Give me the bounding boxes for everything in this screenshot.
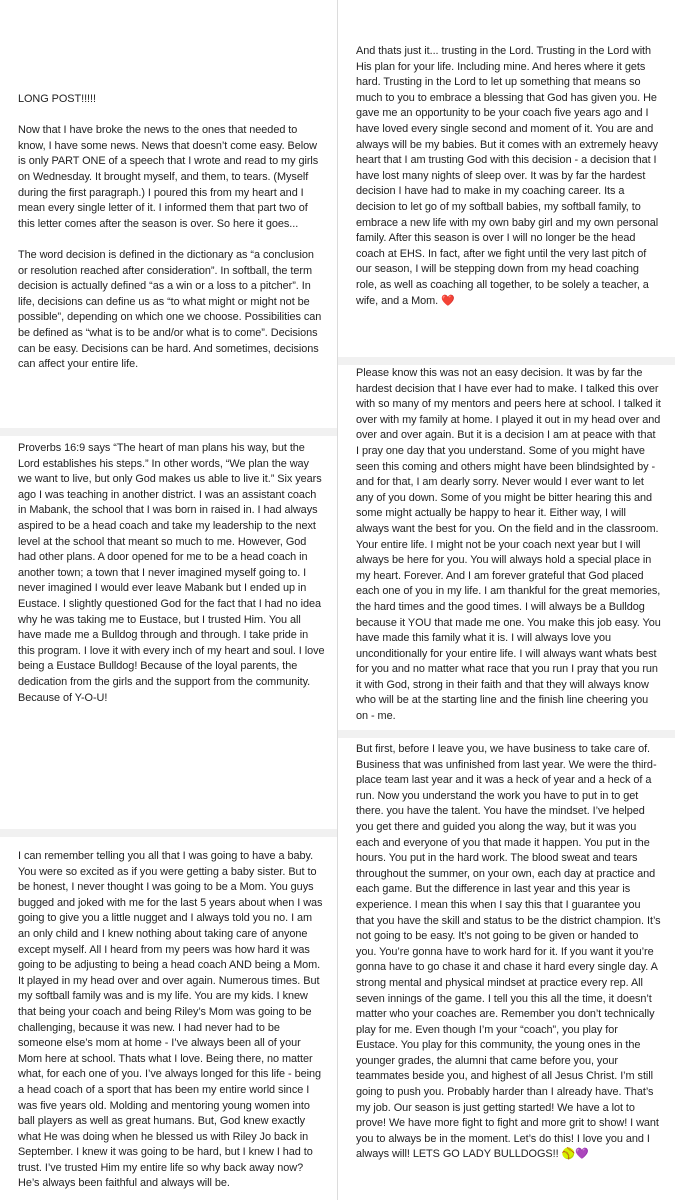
red-heart-icon: ❤️ <box>441 294 455 307</box>
section-separator <box>338 730 675 738</box>
trust-text: And thats just it... trusting in the Lord. Trusting in the Lord with His plan for your life. Including mine. And heres where it gets hard. Trusting in the Lord to let up something that means so much to you to embrace a blessing that God has given you. He gave me an opportunity to be your coach five years ago and I have loved every single second and moment of it. You are and always will be my babies. But it comes with an extremely heavy heart that I am trusting God with this decision - a decision that I have lost many nights of sleep over. It was by far the hardest decision I have had to make in my coaching career. Its a decision to let go of my softball babies, my softball family, to embrace a new life with my own baby girl and my own personal family. After this season is over I will no longer be the head coach at EHS. In fact, after we fight until the very last pitch of our season, I will be stepping down from my head coaching role, as well as coaching all together, to be solely a teacher, a wife, and a Mom. <box>356 45 662 307</box>
please-know-paragraph: Please know this was not an easy decision. It was by far the hardest decision that I have ever had to make. I talked this over with so many of my mentors and peers here at school. I talked it over with my family at home. I played it out in my head over and over and over again. But it is a decision I am at peace with that I pray one day that you understand. Some of you might have seen this coming and others might have been blindsighted by - and for that, I am dearly sorry. Never would I ever want to let any of you down. Some of you might be bitter hearing this and some might actually be happy to hear it. Either way, I will always want the best for you. On the field and in the classroom. Your entire life. I might not be your coach next year but I will always be here for you. You will always hold a special place in my heart. Forever. And I am forever grateful that God placed each one of you in my life. I am thankful for the great memories, the hard times and the good times. I will always be a Bulldog because it YOU that made me one. You make this job easy. You have made this family what it is. I will always love you unconditionally for your entire life. I will always want whats best for you and no matter what race that you run I pray that you run it with God, strong in their faith and that they will always know who will be at the starting line and the finish line cheering you on - me. <box>356 367 664 723</box>
purple-heart-icon: 💜 <box>575 1148 589 1161</box>
section-separator <box>0 829 337 837</box>
section-separator <box>338 357 675 365</box>
softball-icon: 🥎 <box>561 1148 576 1161</box>
proverbs-paragraph: Proverbs 16:9 says “The heart of man plans his way, but the Lord establishes his steps.” In other words, “We plan the way we want to live, but only God makes us able to live it.” Six years ago I was teaching in another district. I was an assistant coach in Mabank, the school that I was born in raised in. I had always aspired to be a head coach and take my leadership to the next level at the school that meant so much to me. However, God had other plans. A door opened for me to be a head coach in another town; a town that I never imagined myself going to. I never imagined I would ever leave Mabank but I ended up in Eustace. I slightly questioned God for the fact that I had no idea why he was taking me to Eustace, but I trusted Him. You all have made me a Bulldog through and through. I take pride in this program. I love it with every inch of my heart and soul. I love being a Eustace Bulldog! Because of the loyal parents, the dedication from the girls and the support from the community. Because of Y-O-U! <box>18 442 328 704</box>
intro-paragraphs: LONG POST!!!!! Now that I have broke the news to the ones that needed to know, I have some news. News that doesn’t come easy. Below is only PART ONE of a speech that I wrote and read to my girls on Wednesday. It brought myself, and them, to tears. (Myself during the first paragraph.) I poured this from my heart and I mean every single letter of it. I informed them that part two of this letter comes after the season is over. So here it goes... The word decision is defined in the dictionary as “a conclusion or resolution reached after consideration”. In softball, the term decision is actually defined “as a win or a loss to a pitcher”. In life, decisions can define us as “to what might or might not be possible”, depending on which one we choose. Possibilities can be defined as “what is to be and/or what is to come”. Decisions can be easy. Decisions can be hard. And sometimes, decisions can affect your entire life. <box>18 93 322 371</box>
left-column <box>0 0 337 1200</box>
trust-paragraph <box>338 44 675 309</box>
business-text: But first, before I leave you, we have business to take care of. Business that was unfinished from last year. We were the third-place team last year and it was a heck of year and a heck of a run. Now you understand the work you have to put in to get there. you have the talent. You have the mindset. I’ve helped you get there and guided you along the way, but it was you each and everyone of you that made it happen. You put in the hours. You put in the hard work. The blood sweat and tears throughout the summer, on your own, each day at practice and each game. But the difference in last year and this year is experience. I mean this when I say this that I guarantee you that you have the skill and status to be the district champion. It’s not going to be easy. It’s not going to be given or handed to you. You’re gonna have to work hard for it. If you want it you’re gonna have to go chase it and chase it hard every single day. A strong mental and physical mindset at practice every rep. All seven innings of the game. I tell you this all the time, it doesn’t matter who your coaches are. Remember you don’t technically play for me. Even though I’m your “coach”, you play for Eustace. You play for this community, the young ones in the younger grades, the alumni that came before you, your teammates beside you, and highest of all Jesus Christ. I’m still going to push you. Probably harder than I already have. That’s my job. Our season is just getting started! We have a lot to prove! We have more fight to fight and more grit to show! I want you to always be in the moment. Let’s do this! I love you and I always will! LETS GO LADY BULLDOGS!! <box>356 743 664 1161</box>
section-separator <box>0 428 337 436</box>
business-paragraph <box>338 742 675 1163</box>
right-column <box>338 0 675 1200</box>
baby-paragraph: I can remember telling you all that I was going to have a baby. You were so excited as if you were getting a baby sister. But to be honest, I never thought I was going to be a Mom. You guys bugged and joked with me for the last 5 years about when I was going to give you a little nugget and I always told you no. I am an only child and I knew nothing about taking care of anyone except myself. All I heard from my peers was how hard it was going to be adjusting to being a head coach AND being a Mom. It played in my head over and over again. Numerous times. But my softball family was and is my life. You are my kids. I knew that being your coach and being Riley’s Mom was going to be challenging, because it was new. I had never had to be someone else’s mom at home - I’ve always been all of your Mom here at school. Thats what I love. Being there, no matter what, for each one of you. I’ve always longed for this life - being a head coach of a sport that has been my entire world since I was five years old. Molding and mentoring young women into ball players as well as great humans. But, God knew exactly what He was doing when he blessed us with Riley Jo back in September. I knew it was going to be hard, but I knew I had to trust. I’ve trusted Him my entire life so why back away now? He’s always been faithful and always will be. <box>18 850 326 1190</box>
